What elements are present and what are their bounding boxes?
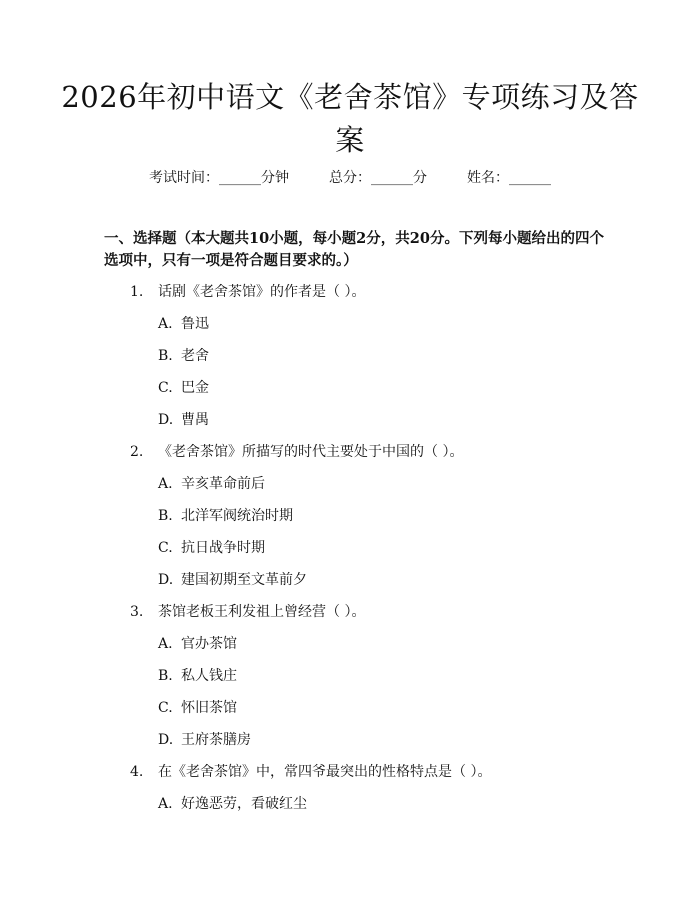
option-text: 王府茶膳房 <box>181 732 251 748</box>
question-number: 3. <box>130 604 144 620</box>
option-letter: B. <box>158 508 173 524</box>
exam-time-field: 考试时间：______分钟 <box>149 170 289 186</box>
question-list <box>0 282 700 826</box>
question-text: 话剧《老舍茶馆》的作者是（ ）。 <box>158 284 366 300</box>
option-letter: B. <box>158 348 173 364</box>
question-3 <box>0 602 700 634</box>
section-heading-choice: 一、选择题（本大题共10小题，每小题2分，共20分。下列每小题给出的四个选项中，只有一项是符合题目要求的。） <box>104 230 604 269</box>
option-text: 鲁迅 <box>181 316 209 332</box>
student-name-field: 姓名：______ <box>467 170 551 186</box>
option-text: 官办茶馆 <box>181 636 237 652</box>
question-4 <box>0 762 700 794</box>
document-title <box>60 76 640 162</box>
question-number: 4. <box>130 764 144 780</box>
question-number: 1. <box>130 284 144 300</box>
option-1d <box>0 410 700 442</box>
option-text: 曹禺 <box>181 412 209 428</box>
question-text: 在《老舍茶馆》中，常四爷最突出的性格特点是（ ）。 <box>158 764 492 780</box>
total-score-field: 总分：______分 <box>329 170 427 186</box>
title-line-1: 2026年初中语文《老舍茶馆》专项练习及答 <box>61 80 639 114</box>
question-1 <box>0 282 700 314</box>
option-letter: C. <box>158 700 173 716</box>
option-letter: A. <box>158 796 173 812</box>
title-line-2: 案 <box>335 123 365 157</box>
option-letter: D. <box>158 732 174 748</box>
option-letter: B. <box>158 668 173 684</box>
option-1c <box>0 378 700 410</box>
option-text: 老舍 <box>181 348 209 364</box>
option-3d <box>0 730 700 762</box>
option-text: 好逸恶劳，看破红尘 <box>181 796 307 812</box>
option-text: 私人钱庄 <box>181 668 237 684</box>
option-letter: C. <box>158 540 173 556</box>
option-letter: C. <box>158 380 173 396</box>
option-letter: A. <box>158 476 173 492</box>
option-text: 怀旧茶馆 <box>181 700 237 716</box>
option-text: 巴金 <box>181 380 209 396</box>
option-3a <box>0 634 700 666</box>
option-4a <box>0 794 700 826</box>
question-number: 2. <box>130 444 144 460</box>
option-text: 建国初期至文革前夕 <box>181 572 307 588</box>
question-text: 《老舍茶馆》所描写的时代主要处于中国的（ ）。 <box>158 444 464 460</box>
option-letter: D. <box>158 572 174 588</box>
option-3b <box>0 666 700 698</box>
option-letter: A. <box>158 316 173 332</box>
option-1a <box>0 314 700 346</box>
option-2a <box>0 474 700 506</box>
option-1b <box>0 346 700 378</box>
option-3c <box>0 698 700 730</box>
option-text: 抗日战争时期 <box>181 540 265 556</box>
question-2 <box>0 442 700 474</box>
option-2b <box>0 506 700 538</box>
option-letter: A. <box>158 636 173 652</box>
option-2c <box>0 538 700 570</box>
option-text: 辛亥革命前后 <box>181 476 265 492</box>
option-2d <box>0 570 700 602</box>
question-text: 茶馆老板王利发祖上曾经营（ ）。 <box>158 604 366 620</box>
option-text: 北洋军阀统治时期 <box>181 508 293 524</box>
exam-meta <box>0 168 700 188</box>
option-letter: D. <box>158 412 174 428</box>
